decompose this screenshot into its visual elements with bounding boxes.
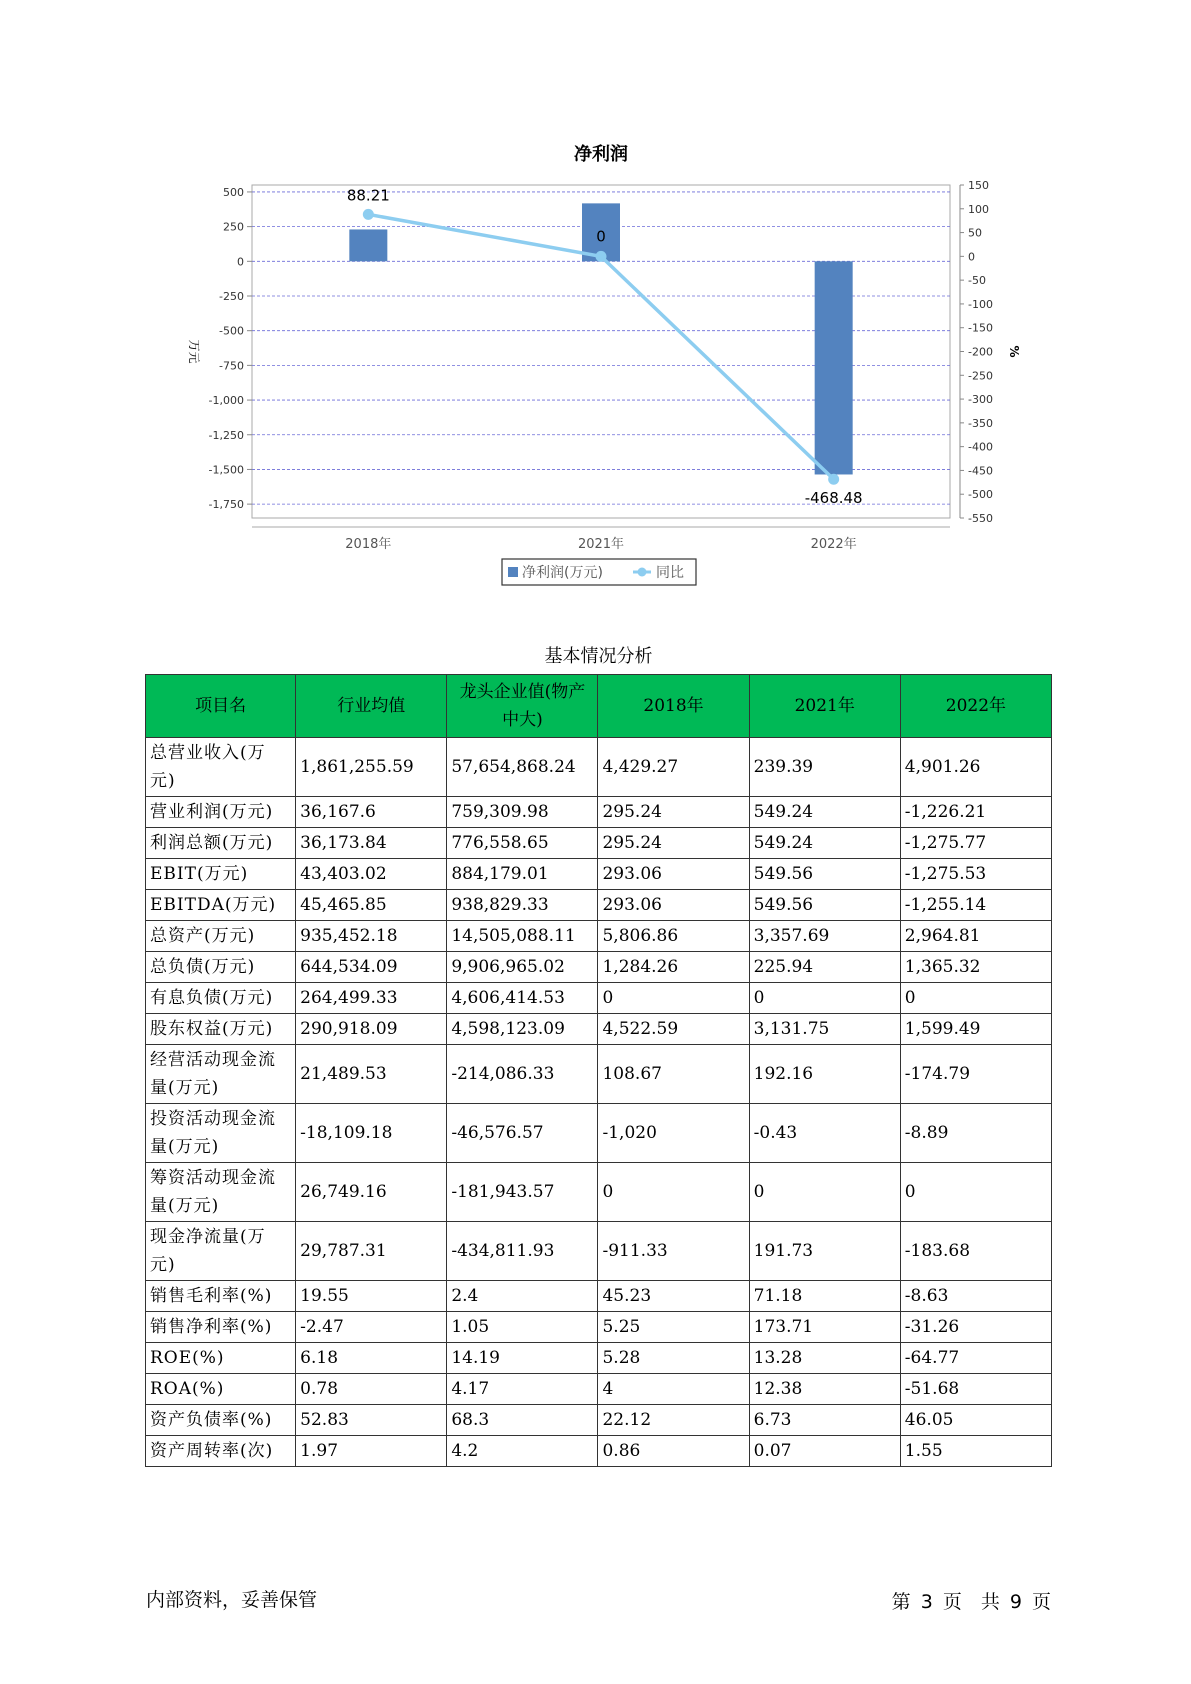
yoy-point (363, 209, 374, 220)
row-label: ROA(%) (146, 1374, 296, 1405)
table-cell: 0 (900, 1163, 1051, 1222)
table-cell: 57,654,868.24 (447, 738, 598, 797)
table-cell: 22.12 (598, 1405, 749, 1436)
table-cell: 6.73 (749, 1405, 900, 1436)
table-cell: 0 (749, 1163, 900, 1222)
bar (349, 229, 387, 261)
table-cell: 4,598,123.09 (447, 1014, 598, 1045)
table-row (146, 1281, 1052, 1312)
table-cell: -46,576.57 (447, 1104, 598, 1163)
table-cell: 549.24 (749, 828, 900, 859)
table-row (146, 1045, 1052, 1104)
table-cell: 3,131.75 (749, 1014, 900, 1045)
table-row (146, 1312, 1052, 1343)
table-cell: 13.28 (749, 1343, 900, 1374)
table-row (146, 859, 1052, 890)
footer-page-number: 第 3 页 共 9 页 (891, 1591, 1051, 1613)
table-cell: 4,522.59 (598, 1014, 749, 1045)
y-axis-label: 万元 (187, 339, 201, 364)
table-cell: 173.71 (749, 1312, 900, 1343)
row-label: EBITDA(万元) (146, 890, 296, 921)
table-cell: -1,226.21 (900, 797, 1051, 828)
table-header (146, 675, 1052, 738)
column-header: 2022年 (900, 675, 1051, 738)
table-row (146, 890, 1052, 921)
table-cell: -0.43 (749, 1104, 900, 1163)
data-label: -468.48 (804, 489, 863, 508)
table-cell: 52.83 (296, 1405, 447, 1436)
row-label: 股东权益(万元) (146, 1014, 296, 1045)
y2-tick-label: -300 (968, 393, 993, 407)
table-cell: -1,275.77 (900, 828, 1051, 859)
column-header: 2021年 (749, 675, 900, 738)
table-cell: 5.25 (598, 1312, 749, 1343)
table-cell: 935,452.18 (296, 921, 447, 952)
row-label: 总负债(万元) (146, 952, 296, 983)
legend-label-net-profit: 净利润(万元) (522, 565, 603, 581)
table-cell: 239.39 (749, 738, 900, 797)
table-cell: 1.55 (900, 1436, 1051, 1467)
table-cell: 108.67 (598, 1045, 749, 1104)
y-tick-label: -1,500 (208, 463, 244, 477)
table-cell: -911.33 (598, 1222, 749, 1281)
column-header: 龙头企业值(物产中大) (447, 675, 598, 738)
y2-axis-label: % (1007, 345, 1021, 358)
table-cell: 938,829.33 (447, 890, 598, 921)
table-cell: 4 (598, 1374, 749, 1405)
table-row (146, 1436, 1052, 1467)
table-row (146, 828, 1052, 859)
y-tick-label: -250 (219, 290, 244, 303)
data-label: 0 (596, 227, 606, 246)
table-cell: 776,558.65 (447, 828, 598, 859)
y2-tick-label: 50 (968, 226, 982, 240)
table-cell: -183.68 (900, 1222, 1051, 1281)
table-cell: 2,964.81 (900, 921, 1051, 952)
bar (815, 261, 853, 474)
y2-tick-label: 0 (968, 250, 975, 264)
table-cell: 36,173.84 (296, 828, 447, 859)
table-cell: 1.05 (447, 1312, 598, 1343)
row-label: 投资活动现金流量(万元) (146, 1104, 296, 1163)
table-body (146, 738, 1052, 1467)
table-cell: 5,806.86 (598, 921, 749, 952)
table-cell: -8.89 (900, 1104, 1051, 1163)
table-cell: 293.06 (598, 890, 749, 921)
table-cell: 1,365.32 (900, 952, 1051, 983)
table-cell: 0.86 (598, 1436, 749, 1467)
y2-tick-label: -50 (968, 274, 986, 288)
table-cell: 43,403.02 (296, 859, 447, 890)
table-cell: 549.24 (749, 797, 900, 828)
table-cell: 1,284.26 (598, 952, 749, 983)
row-label: EBIT(万元) (146, 859, 296, 890)
table-cell: 46.05 (900, 1405, 1051, 1436)
table-row (146, 738, 1052, 797)
y-tick-label: 500 (223, 185, 244, 199)
x-tick-label: 2022年 (810, 537, 857, 552)
x-tick-label: 2018年 (345, 537, 392, 552)
row-label: 总营业收入(万元) (146, 738, 296, 797)
column-header: 项目名 (146, 675, 296, 738)
table-cell: 26,749.16 (296, 1163, 447, 1222)
footer-confidential-note: 内部资料，妥善保管 (146, 1589, 318, 1611)
table-cell: -181,943.57 (447, 1163, 598, 1222)
row-label: 资产周转率(次) (146, 1436, 296, 1467)
chart-title: 净利润 (574, 144, 628, 165)
table-cell: 191.73 (749, 1222, 900, 1281)
table-cell: 759,309.98 (447, 797, 598, 828)
row-label: 销售毛利率(%) (146, 1281, 296, 1312)
net-profit-chart (0, 0, 1191, 600)
y2-tick-label: 150 (968, 179, 989, 192)
x-tick-label: 2021年 (577, 537, 625, 552)
row-label: 有息负债(万元) (146, 983, 296, 1014)
row-label: 利润总额(万元) (146, 828, 296, 859)
y2-tick-label: -100 (968, 297, 993, 311)
row-label: 现金净流量(万元) (146, 1222, 296, 1281)
table-row (146, 983, 1052, 1014)
table-cell: 36,167.6 (296, 797, 447, 828)
table-cell: 14,505,088.11 (447, 921, 598, 952)
table-cell: 45,465.85 (296, 890, 447, 921)
row-label: 资产负债率(%) (146, 1405, 296, 1436)
table-cell: 12.38 (749, 1374, 900, 1405)
table-cell: 290,918.09 (296, 1014, 447, 1045)
table-cell: 0.78 (296, 1374, 447, 1405)
table-row (146, 921, 1052, 952)
table-cell: -18,109.18 (296, 1104, 447, 1163)
table-cell: 225.94 (749, 952, 900, 983)
table-cell: 4,606,414.53 (447, 983, 598, 1014)
table-row (146, 1374, 1052, 1405)
table-cell: 295.24 (598, 828, 749, 859)
table-cell: 9,906,965.02 (447, 952, 598, 983)
table-cell: 884,179.01 (447, 859, 598, 890)
y2-tick-label: -200 (968, 345, 993, 359)
y2-tick-label: -250 (968, 369, 993, 383)
table-cell: -51.68 (900, 1374, 1051, 1405)
table-cell: 295.24 (598, 797, 749, 828)
row-label: 筹资活动现金流量(万元) (146, 1163, 296, 1222)
table-cell: 1.97 (296, 1436, 447, 1467)
y-tick-label: 0 (237, 255, 244, 269)
table-cell: 2.4 (447, 1281, 598, 1312)
table-row (146, 952, 1052, 983)
table-cell: 4.17 (447, 1374, 598, 1405)
y-tick-label: 250 (223, 220, 244, 234)
table-row (146, 1014, 1052, 1045)
y2-tick-label: 100 (968, 202, 989, 216)
y2-tick-label: -450 (968, 464, 993, 478)
table-cell: 192.16 (749, 1045, 900, 1104)
table-cell: 29,787.31 (296, 1222, 447, 1281)
legend-swatch-bar (508, 567, 518, 577)
table-title: 基本情况分析 (544, 646, 653, 667)
table-cell: 644,534.09 (296, 952, 447, 983)
table-cell: -434,811.93 (447, 1222, 598, 1281)
table-cell: -31.26 (900, 1312, 1051, 1343)
table-cell: -8.63 (900, 1281, 1051, 1312)
table-cell: 3,357.69 (749, 921, 900, 952)
y2-tick-label: -550 (968, 512, 993, 525)
table-cell: 14.19 (447, 1343, 598, 1374)
table-cell: 19.55 (296, 1281, 447, 1312)
table-cell: 0 (900, 983, 1051, 1014)
table-cell: -174.79 (900, 1045, 1051, 1104)
row-label: ROE(%) (146, 1343, 296, 1374)
table-row (146, 797, 1052, 828)
y2-tick-label: -500 (968, 488, 993, 502)
table-cell: 71.18 (749, 1281, 900, 1312)
table-cell: 264,499.33 (296, 983, 447, 1014)
table-cell: 0 (598, 1163, 749, 1222)
table-cell: -1,275.53 (900, 859, 1051, 890)
table-row (146, 1343, 1052, 1374)
table-cell: 4,901.26 (900, 738, 1051, 797)
yoy-point (596, 251, 607, 262)
legend-swatch-point (638, 568, 647, 577)
column-header: 行业均值 (296, 675, 447, 738)
table-cell: 0 (598, 983, 749, 1014)
y-tick-label: -1,750 (208, 498, 244, 512)
table-cell: -64.77 (900, 1343, 1051, 1374)
table-row (146, 1222, 1052, 1281)
y-tick-label: -1,000 (208, 394, 244, 408)
table-cell: 549.56 (749, 890, 900, 921)
y2-tick-label: -150 (968, 321, 993, 335)
basic-analysis-table (145, 674, 1052, 1467)
row-label: 总资产(万元) (146, 921, 296, 952)
row-label: 经营活动现金流量(万元) (146, 1045, 296, 1104)
y-tick-label: -1,250 (208, 428, 244, 442)
table-cell: -1,020 (598, 1104, 749, 1163)
table-cell: -1,255.14 (900, 890, 1051, 921)
table-cell: 4,429.27 (598, 738, 749, 797)
y2-tick-label: -350 (968, 416, 993, 430)
table-cell: 4.2 (447, 1436, 598, 1467)
table-cell: 1,599.49 (900, 1014, 1051, 1045)
table-cell: 1,861,255.59 (296, 738, 447, 797)
y2-tick-label: -400 (968, 440, 993, 454)
yoy-point (828, 474, 839, 485)
table-cell: 0.07 (749, 1436, 900, 1467)
table-cell: 45.23 (598, 1281, 749, 1312)
table-cell: 293.06 (598, 859, 749, 890)
table-cell: -2.47 (296, 1312, 447, 1343)
table-row (146, 1104, 1052, 1163)
legend-label-yoy: 同比 (656, 565, 684, 581)
table-cell: 6.18 (296, 1343, 447, 1374)
table-cell: 68.3 (447, 1405, 598, 1436)
table-cell: 0 (749, 983, 900, 1014)
table-row (146, 1163, 1052, 1222)
y-tick-label: -500 (219, 324, 244, 338)
table-cell: 21,489.53 (296, 1045, 447, 1104)
data-label: 88.21 (346, 186, 390, 205)
row-label: 销售净利率(%) (146, 1312, 296, 1343)
table-row (146, 1405, 1052, 1436)
y-tick-label: -750 (219, 359, 244, 373)
row-label: 营业利润(万元) (146, 797, 296, 828)
table-cell: 5.28 (598, 1343, 749, 1374)
column-header: 2018年 (598, 675, 749, 738)
table-cell: -214,086.33 (447, 1045, 598, 1104)
table-cell: 549.56 (749, 859, 900, 890)
